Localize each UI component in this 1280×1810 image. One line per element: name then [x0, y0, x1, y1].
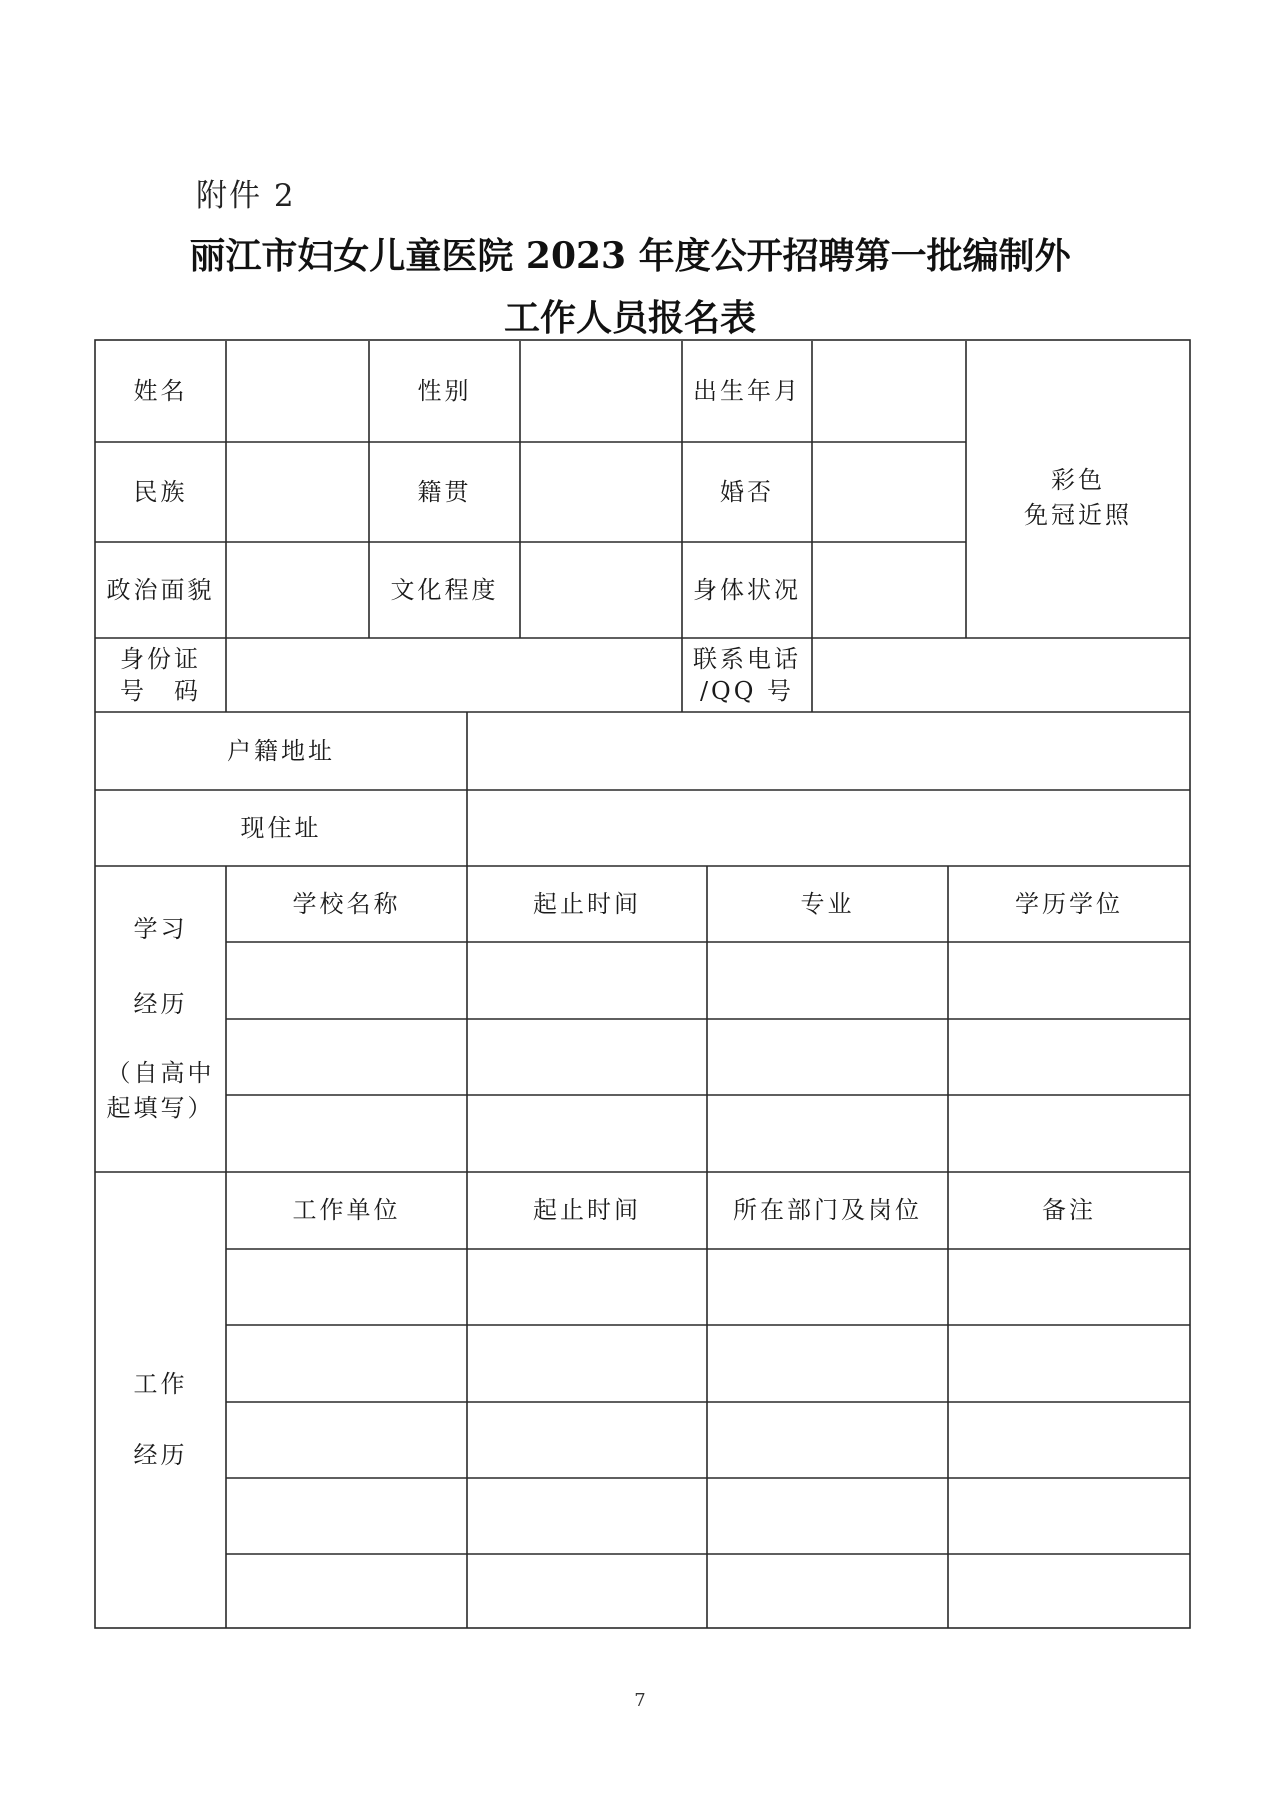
work-row[interactable]: [226, 1325, 1190, 1402]
name-label: 姓名: [133, 377, 188, 406]
photo-box[interactable]: [966, 341, 1190, 638]
phone-field[interactable]: [812, 638, 1190, 712]
household-address-label: 户籍地址: [227, 736, 335, 765]
health-label: 身体状况: [693, 575, 801, 604]
ethnicity-field[interactable]: [226, 442, 369, 542]
photo-label-line2: 免冠近照: [1024, 500, 1132, 529]
work-history-label: [95, 1172, 226, 1628]
study-header-degree: 学历学位: [1015, 889, 1123, 918]
study-header-period: 起止时间: [533, 889, 641, 918]
education-level-label: 文化程度: [390, 575, 499, 604]
study-side-line2: 经历: [133, 990, 188, 1019]
native-place-label: 籍贯: [417, 477, 472, 506]
work-row[interactable]: [226, 1554, 1190, 1628]
study-header-school: 学校名称: [292, 889, 401, 918]
phone-label-line2: /QQ 号: [699, 677, 795, 705]
health-field[interactable]: [812, 542, 966, 638]
work-row[interactable]: [226, 1402, 1190, 1478]
work-side-line1: 工作: [133, 1370, 188, 1399]
household-address-field[interactable]: [467, 712, 1190, 790]
gender-label: 性别: [417, 377, 472, 406]
work-header-employer: 工作单位: [292, 1196, 401, 1225]
phone-label: [682, 638, 812, 712]
study-header-major: 专业: [800, 889, 855, 918]
study-row[interactable]: [226, 1095, 1190, 1172]
study-side-line4: 起填写）: [106, 1093, 215, 1122]
work-header-remarks: 备注: [1042, 1196, 1096, 1225]
form-title-line1-text: 丽江市妇女儿童医院 2023 年度公开招聘第一批编制外: [189, 235, 1071, 277]
birth-field[interactable]: [812, 341, 966, 442]
study-side-line1: 学习: [133, 915, 188, 944]
work-row[interactable]: [226, 1249, 1190, 1325]
ethnicity-label: 民族: [133, 477, 188, 506]
birth-label: 出生年月: [693, 377, 801, 406]
education-level-field[interactable]: [520, 542, 682, 638]
political-label: 政治面貌: [106, 575, 215, 604]
study-row[interactable]: [226, 1019, 1190, 1095]
name-field[interactable]: [226, 341, 369, 442]
marital-label: 婚否: [720, 477, 774, 506]
marital-field[interactable]: [812, 442, 966, 542]
gender-field[interactable]: [520, 341, 682, 442]
current-address-field[interactable]: [467, 790, 1190, 866]
id-number-label-line2: 号 码: [120, 677, 201, 705]
current-address-label: 现住址: [240, 813, 322, 842]
native-place-field[interactable]: [520, 442, 682, 542]
work-header-period: 起止时间: [533, 1196, 641, 1225]
study-row[interactable]: [226, 942, 1190, 1019]
study-side-line3: （自高中: [106, 1059, 215, 1087]
form-title-line2-text: 工作人员报名表: [503, 297, 756, 339]
attachment-label: 附件 2: [196, 178, 296, 214]
phone-label-line1: 联系电话: [693, 644, 801, 673]
photo-label-line1: 彩色: [1051, 465, 1105, 494]
id-number-label-line1: 身份证: [120, 644, 201, 673]
work-side-line2: 经历: [133, 1441, 188, 1469]
work-row[interactable]: [226, 1478, 1190, 1554]
study-history-label: [95, 866, 226, 1172]
page-number: 7: [634, 1690, 646, 1711]
work-header-department: 所在部门及岗位: [733, 1196, 922, 1225]
id-number-label: [95, 638, 226, 712]
political-field[interactable]: [226, 542, 369, 638]
id-number-field[interactable]: [226, 638, 682, 712]
